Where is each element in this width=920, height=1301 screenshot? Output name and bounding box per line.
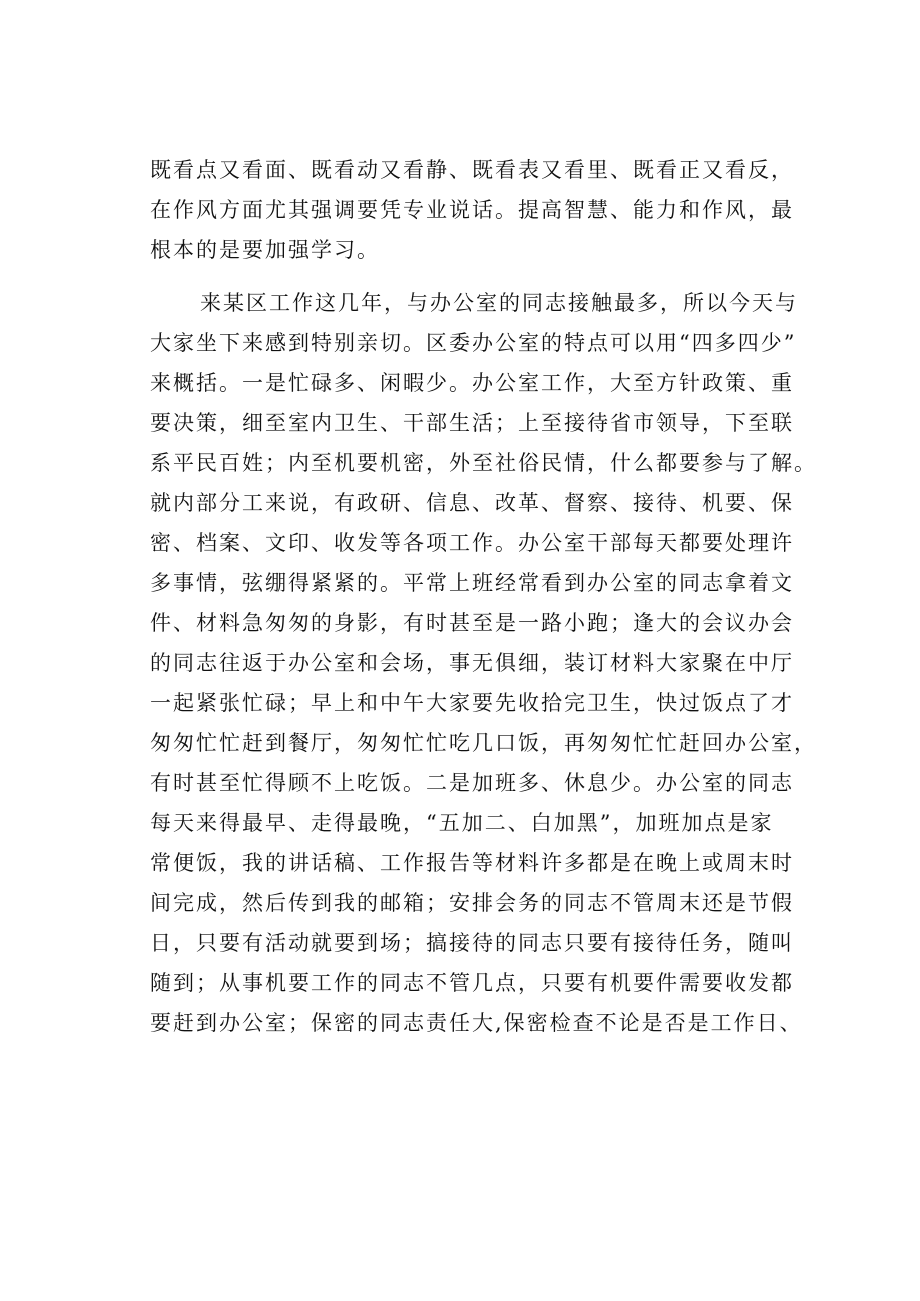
text-line: 既看点又看面、既看动又看静、既看表又看里、既看正又看反，: [150, 158, 794, 182]
text-line: 件、材料急匆匆的身影，有时甚至是一路小跑；逢大的会议办会: [150, 611, 794, 635]
text-line: 大家坐下来感到特别亲切。区委办公室的特点可以用“四多四少”: [150, 331, 797, 355]
text-line: 要赶到办公室；保密的同志责任大,保密检查不论是否是工作日、: [150, 1011, 803, 1035]
text-line: 日，只要有活动就要到场；搞接待的同志只要有接待任务，随叫: [150, 931, 794, 955]
text-line: 间完成，然后传到我的邮箱；安排会务的同志不管周末还是节假: [150, 891, 794, 915]
text-line: 的同志往返于办公室和会场，事无俱细，装订材料大家聚在中厅: [150, 651, 794, 675]
text-line: 要决策，细至室内卫生、干部生活；上至接待省市领导，下至联: [150, 411, 794, 435]
text-line: 常便饭，我的讲话稿、工作报告等材料许多都是在晚上或周末时: [150, 851, 794, 875]
text-line: 根本的是要加强学习。: [150, 238, 380, 262]
text-line: 一起紧张忙碌；早上和中午大家要先收拾完卫生，快过饭点了才: [150, 691, 794, 715]
text-line: 就内部分工来说，有政研、信息、改革、督察、接待、机要、保: [150, 491, 794, 515]
text-line: 匆匆忙忙赶到餐厅，匆匆忙忙吃几口饭，再匆匆忙忙赶回办公室，: [150, 731, 817, 755]
text-line: 每天来得最早、走得最晚，“五加二、白加黑”，加班加点是家: [150, 811, 774, 835]
text-line: 来概括。一是忙碌多、闲暇少。办公室工作，大至方针政策、重: [150, 371, 794, 395]
text-line: 在作风方面尤其强调要凭专业说话。提高智慧、能力和作风，最: [150, 198, 794, 222]
text-line: 随到；从事机要工作的同志不管几点，只要有机要件需要收发都: [150, 971, 794, 995]
text-line: 系平民百姓；内至机要机密，外至社俗民情，什么都要参与了解。: [150, 451, 817, 475]
text-line: 有时甚至忙得顾不上吃饭。二是加班多、休息少。办公室的同志: [150, 771, 794, 795]
text-line: 密、档案、文印、收发等各项工作。办公室干部每天都要处理许: [150, 531, 794, 555]
text-line: 多事情，弦绷得紧紧的。平常上班经常看到办公室的同志拿着文: [150, 571, 794, 595]
paragraph-first-line: 来某区工作这几年，与办公室的同志接触最多，所以今天与: [200, 291, 798, 315]
